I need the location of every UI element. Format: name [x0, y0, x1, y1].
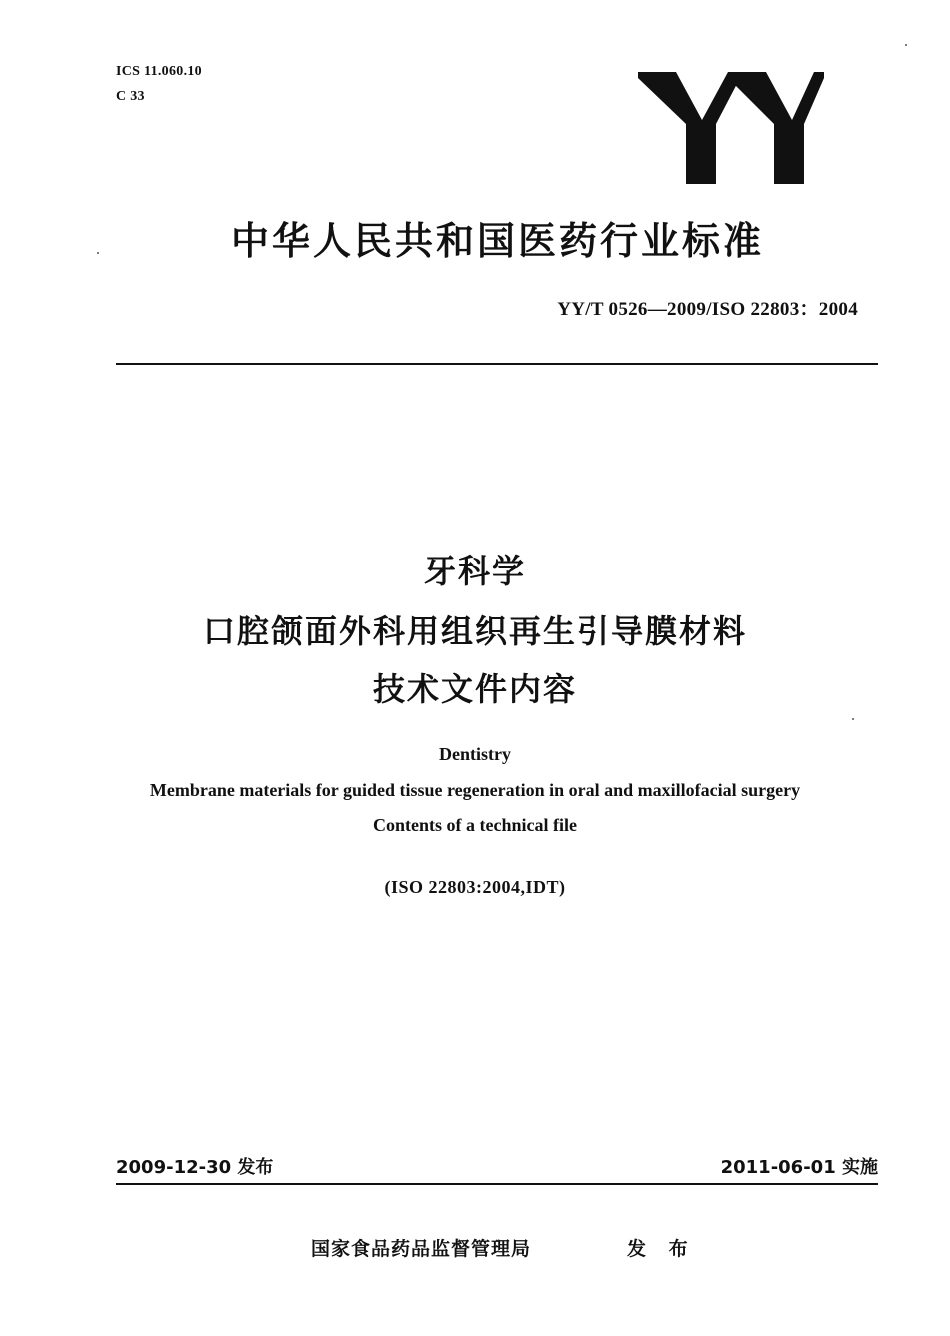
yy-logo — [636, 72, 826, 184]
footer-rule — [116, 1183, 878, 1185]
logo-letter-y-left — [638, 72, 740, 184]
cn-title-line-3: 技术文件内容 — [372, 670, 577, 708]
standard-number: YY/T 0526—2009/ISO 22803：2004 — [557, 299, 858, 320]
ccs-code: C 33 — [116, 89, 145, 104]
logo-letter-y-right — [728, 72, 824, 184]
ics-code: ICS 11.060.10 — [116, 64, 202, 79]
en-title-line-2: Membrane materials for guided tissue regeneration in oral and maxillofacial surgery — [149, 780, 801, 800]
issue-label: 发 布 — [627, 1238, 696, 1260]
scan-speck — [97, 252, 99, 254]
cn-title-line-1: 牙科学 — [423, 552, 526, 590]
organization-title: 中华人民共和国医药行业标准 — [230, 219, 764, 263]
issue-date: 2009-12-30 发布 — [116, 1157, 274, 1178]
issuing-authority: 国家食品药品监督管理局 — [311, 1238, 532, 1260]
implementation-date: 2011-06-01 实施 — [720, 1157, 878, 1178]
en-title-line-3: Contents of a technical file — [373, 815, 577, 835]
header-rule — [116, 363, 878, 365]
scan-speck — [852, 718, 854, 720]
en-title-line-1: Dentistry — [439, 744, 511, 764]
cn-title-line-2: 口腔颌面外科用组织再生引导膜材料 — [202, 612, 747, 650]
scan-speck — [905, 44, 907, 46]
iso-reference: (ISO 22803:2004,IDT) — [384, 877, 566, 897]
